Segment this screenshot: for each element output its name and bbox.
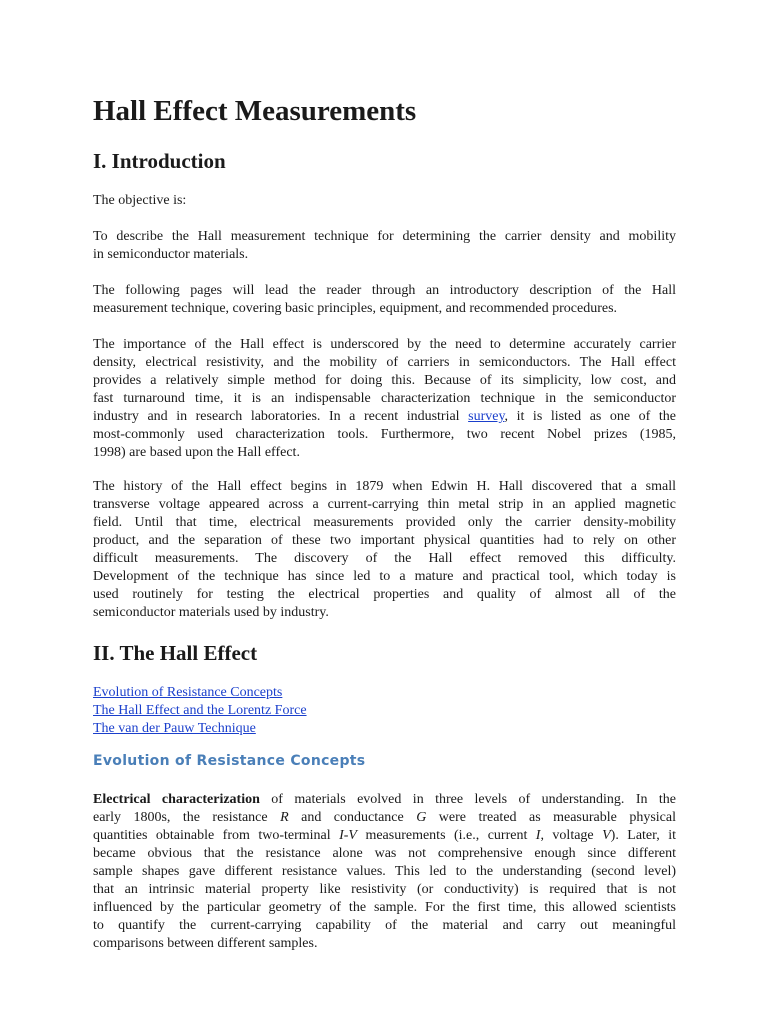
text-line: influenced by the particular geometry of the sample. For the first time, this allowed scientists bbox=[93, 900, 676, 915]
text-line: Development of the technique has since led to a mature and practical tool, which today is bbox=[93, 569, 676, 584]
section-links bbox=[93, 684, 307, 738]
overview-paragraph bbox=[93, 282, 676, 318]
link-evolution-of-resistance-concepts[interactable]: Evolution of Resistance Concepts bbox=[93, 685, 283, 700]
survey-link[interactable]: survey bbox=[468, 409, 505, 424]
text-line: The objective is: bbox=[93, 193, 187, 208]
symbol-iv: I-V bbox=[339, 828, 357, 843]
text-line: field. Until that time, electrical measurements provided only the carrier density-mobility bbox=[93, 515, 676, 530]
text-line bbox=[93, 809, 676, 827]
text-segment: were treated as measurable physical bbox=[426, 810, 676, 825]
text-segment: quantities obtainable from two-terminal bbox=[93, 828, 340, 843]
link-hall-effect-and-lorentz-force[interactable]: The Hall Effect and the Lorentz Force bbox=[93, 703, 307, 718]
symbol-r: R bbox=[280, 810, 289, 825]
bold-term: Electrical characterization bbox=[93, 792, 260, 807]
importance-paragraph bbox=[93, 336, 676, 462]
text-line: product, and the separation of these two important physical quantities had to rely on other bbox=[93, 533, 676, 548]
text-line: transverse voltage appeared across a current-carrying thin metal strip in an applied magnetic bbox=[93, 497, 676, 512]
text-line bbox=[93, 827, 676, 845]
text-line: most-commonly used characterization tools. Furthermore, two recent Nobel prizes (1985, bbox=[93, 427, 676, 442]
text-segment: measurements (i.e., current bbox=[356, 828, 536, 843]
text-line: provides a relatively simple method for doing this. Because of its simplicity, low cost, and bbox=[93, 373, 676, 388]
text-segment: early 1800s, the resistance bbox=[93, 810, 281, 825]
text-line: semiconductor materials used by industry. bbox=[93, 605, 329, 620]
text-line: measurement technique, covering basic principles, equipment, and recommended procedures. bbox=[93, 301, 618, 316]
text-line: The importance of the Hall effect is underscored by the need to determine accurately carrier bbox=[93, 337, 676, 352]
text-line: in semiconductor materials. bbox=[93, 247, 249, 262]
text-segment: , it is listed as one of the bbox=[504, 409, 676, 424]
text-segment: and conductance bbox=[288, 810, 417, 825]
text-line bbox=[93, 791, 676, 809]
section-heading-introduction: I. Introduction bbox=[93, 149, 226, 173]
text-line: became obvious that the resistance alone was not comprehensive enough since different bbox=[93, 846, 676, 861]
text-line: 1998) are based upon the Hall effect. bbox=[93, 445, 300, 460]
text-line: To describe the Hall measurement technique for determining the carrier density and mobility bbox=[93, 229, 676, 244]
text-line: The following pages will lead the reader through an introductory description of the Hall bbox=[93, 283, 676, 298]
characterization-paragraph bbox=[93, 791, 676, 953]
text-line: sample shapes gave different resistance values. This led to the understanding (second level) bbox=[93, 864, 676, 879]
text-line: that an intrinsic material property like resistivity (or conductivity) is required that is not bbox=[93, 882, 676, 897]
link-van-der-pauw-technique[interactable]: The van der Pauw Technique bbox=[93, 721, 256, 736]
text-line: density, electrical resistivity, and the mobility of carriers in semiconductors. The Hall effect bbox=[93, 355, 676, 370]
text-line: comparisons between different samples. bbox=[93, 936, 318, 951]
objective-paragraph bbox=[93, 228, 676, 264]
symbol-i: I bbox=[535, 828, 541, 843]
history-paragraph bbox=[93, 478, 676, 622]
text-line bbox=[93, 408, 676, 426]
document-title: Hall Effect Measurements bbox=[93, 95, 417, 127]
symbol-g: G bbox=[416, 810, 427, 825]
text-segment: of materials evolved in three levels of understanding. In the bbox=[259, 792, 676, 807]
text-segment: industry and in research laboratories. In a recent industrial bbox=[93, 409, 469, 424]
text-line: fast turnaround time, it is an indispensable characterization technique in the semiconductor bbox=[93, 391, 676, 406]
text-segment: ). Later, it bbox=[610, 828, 676, 843]
text-segment: , voltage bbox=[540, 828, 603, 843]
text-line: difficult measurements. The discovery of the Hall effect removed this difficulty. bbox=[93, 551, 676, 566]
subheading-evolution-of-resistance-concepts: Evolution of Resistance Concepts bbox=[93, 753, 366, 769]
section-heading-hall-effect: II. The Hall Effect bbox=[93, 641, 258, 665]
text-line: to quantify the current-carrying capability of the material and carry out meaningful bbox=[93, 918, 676, 933]
text-line: The history of the Hall effect begins in 1879 when Edwin H. Hall discovered that a small bbox=[93, 479, 676, 494]
objective-label bbox=[93, 192, 676, 210]
text-line: used routinely for testing the electrical properties and quality of almost all of the bbox=[93, 587, 676, 602]
symbol-v: V bbox=[602, 828, 611, 843]
